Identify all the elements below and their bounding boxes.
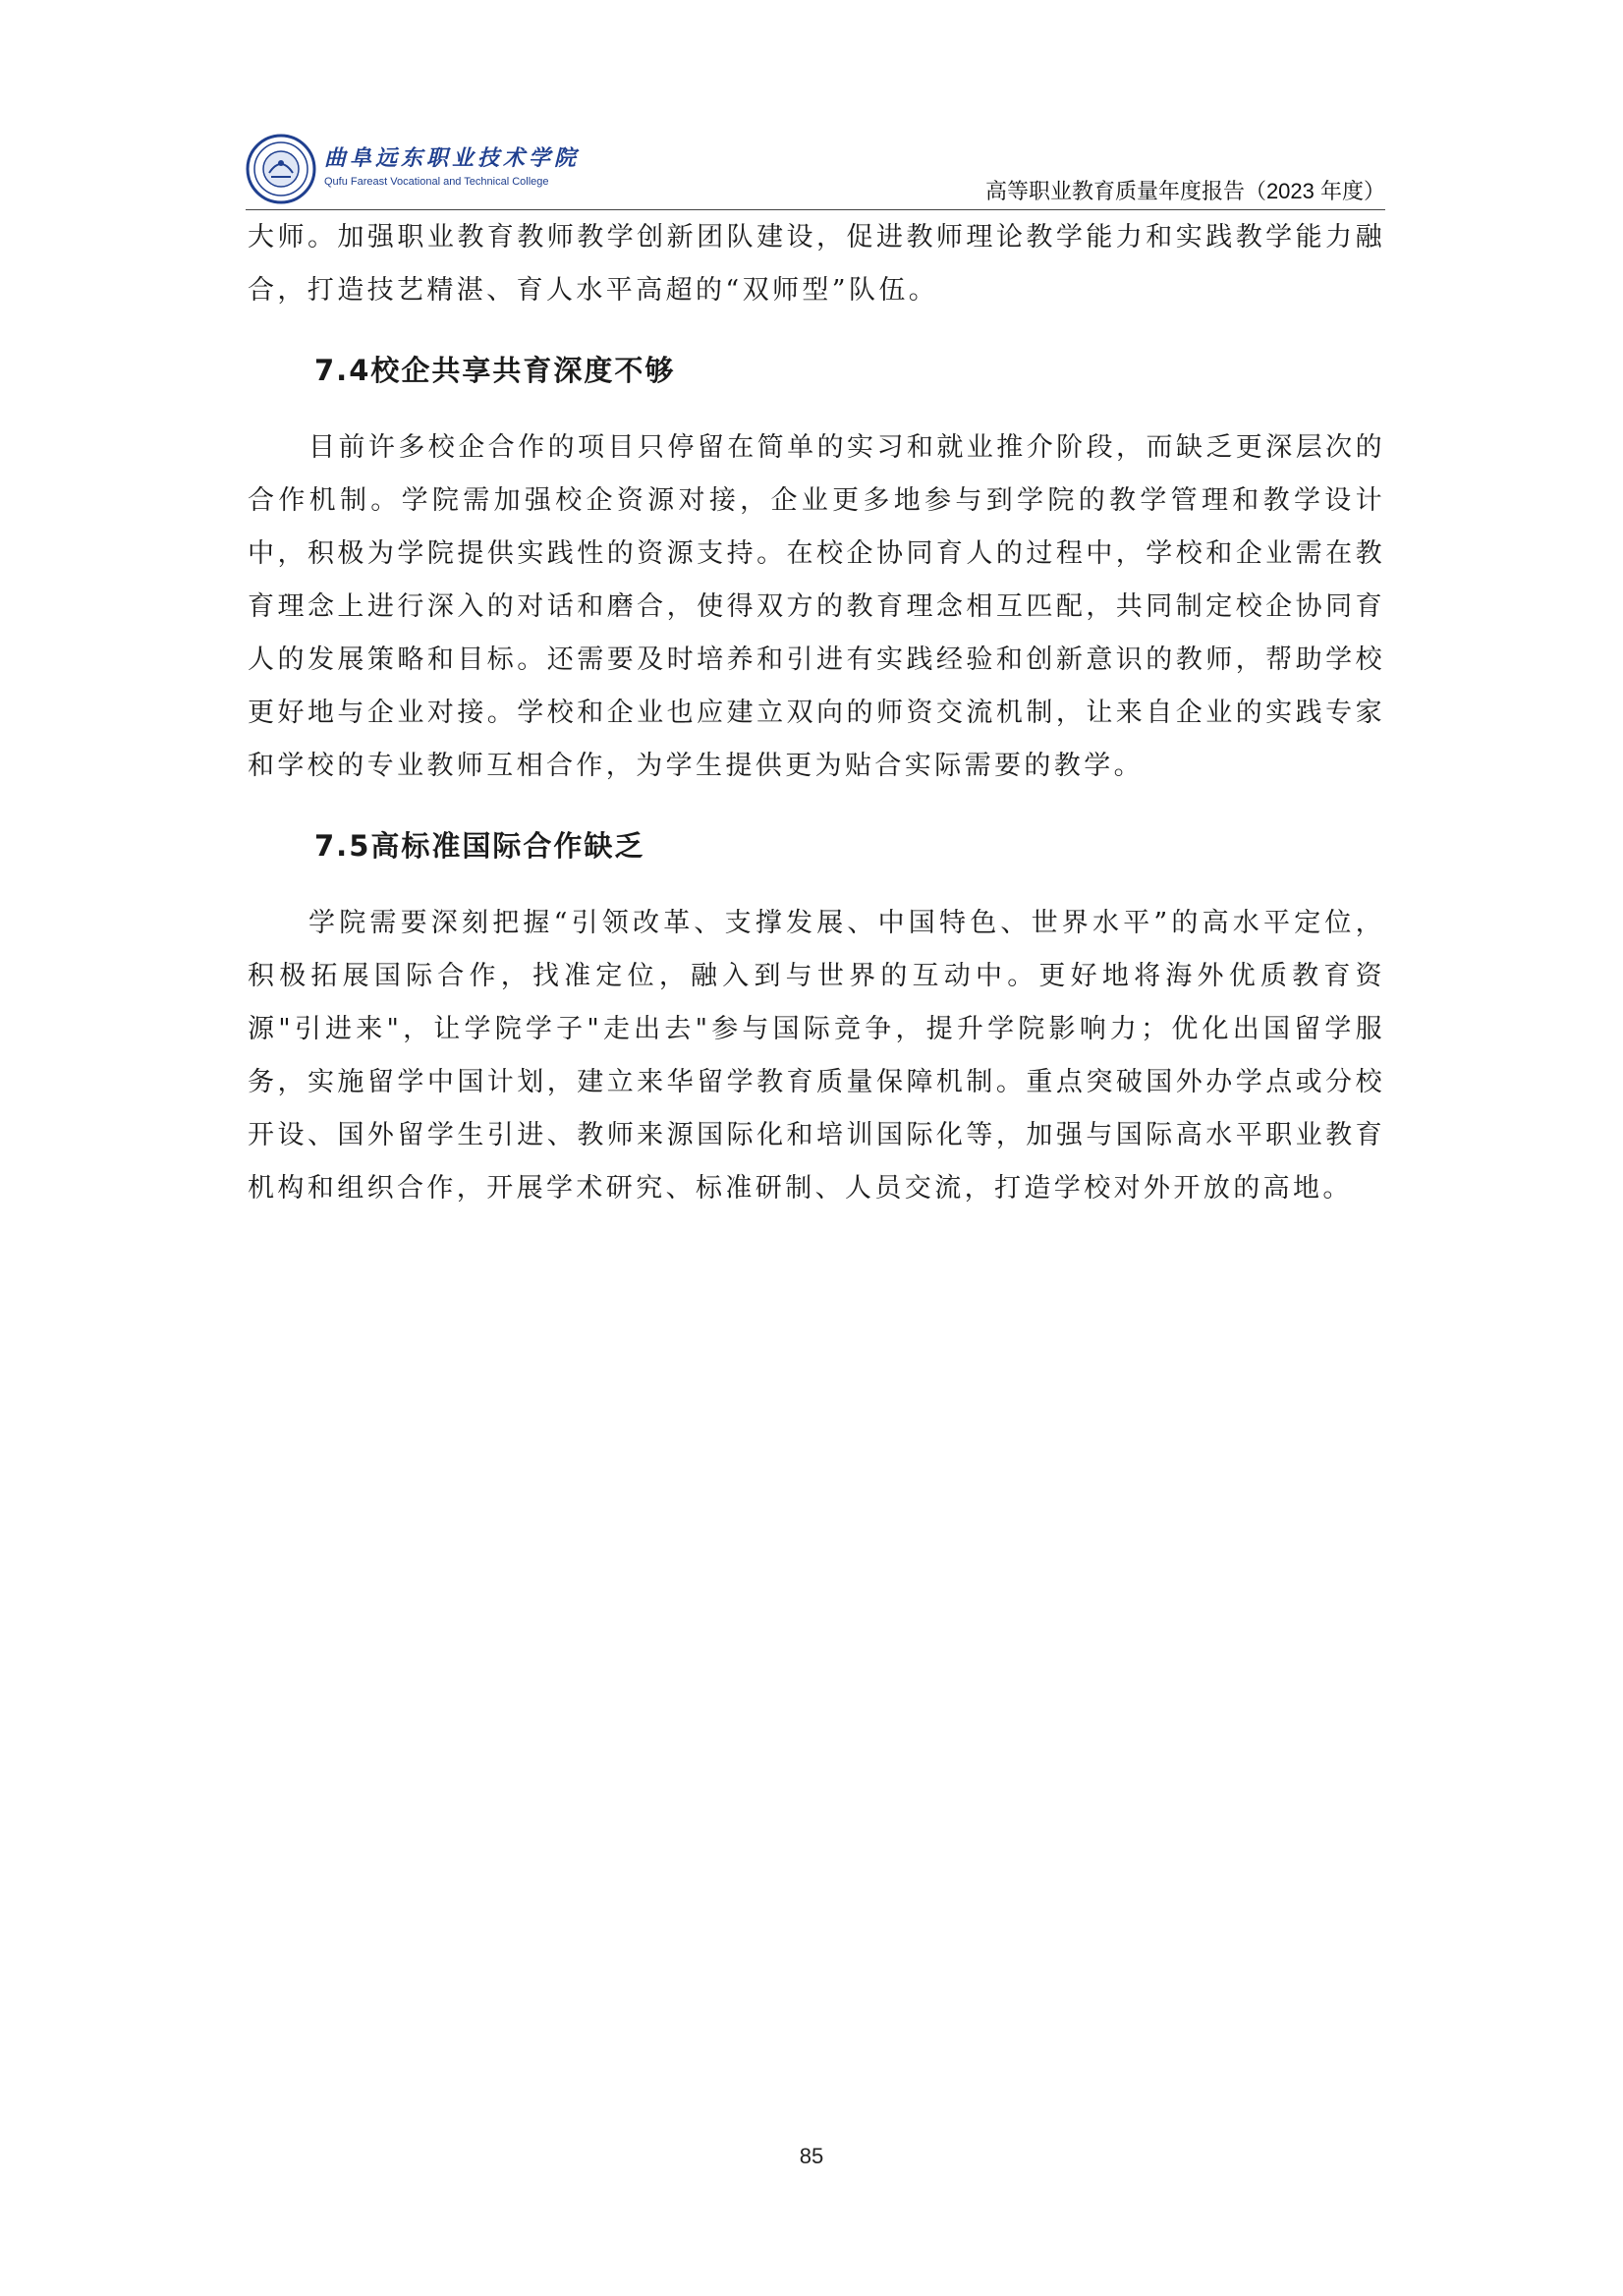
section-heading-7-4: 7.4校企共享共育深度不够: [314, 354, 676, 387]
page-content: [248, 211, 1385, 1215]
page-number: 85: [799, 2144, 824, 2168]
header-divider: [246, 209, 1385, 210]
section-7-4-paragraph: 目前许多校企合作的项目只停留在简单的实习和就业推介阶段，而缺乏更深层次的合作机制。学院需加强校企资源对接，企业更多地参与到学院的教学管理和教学设计中，积极为学院提供实践性的资源支持。在校企协同育人的过程中，学校和企业需在教育理念上进行深入的对话和磨合，使得双方的教育理念相互匹配，共同制定校企协同育人的发展策略和目标。还需要及时培养和引进有实践经验和创新意识的教师，帮助学校更好地与企业对接。学校和企业也应建立双向的师资交流机制，让来自企业的实践专家和学校的专业教师互相合作，为学生提供更为贴合实际需要的教学。: [248, 432, 1385, 781]
continuation-paragraph: 大师。加强职业教育教师教学创新团队建设，促进教师理论教学能力和实践教学能力融合，打造技艺精湛、育人水平高超的“双师型”队伍。: [248, 222, 1385, 306]
section-heading-7-5: 7.5高标准国际合作缺乏: [314, 829, 645, 863]
college-logo-text: [324, 141, 580, 188]
report-title: 高等职业教育质量年度报告（2023 年度）: [984, 179, 1385, 203]
college-name-cn: 曲阜远东职业技术学院: [324, 145, 581, 171]
section-7-5-paragraph: 学院需要深刻把握“引领改革、支撑发展、中国特色、世界水平”的高水平定位，积极拓展国际合作，找准定位，融入到与世界的互动中。更好地将海外优质教育资源"引进来"，让学院学子"走出去"参与国际竞争，提升学院影响力；优化出国留学服务，实施留学中国计划，建立来华留学教育质量保障机制。重点突破国外办学点或分校开设、国外留学生引进、教师来源国际化和培训国际化等，加强与国际高水平职业教育机构和组织合作，开展学术研究、标准研制、人员交流，打造学校对外开放的高地。: [248, 908, 1385, 1204]
college-seal-logo: [246, 134, 316, 204]
page-header: [246, 128, 1385, 206]
college-name-en: Qufu Fareast Vocational and Technical College: [324, 176, 549, 188]
